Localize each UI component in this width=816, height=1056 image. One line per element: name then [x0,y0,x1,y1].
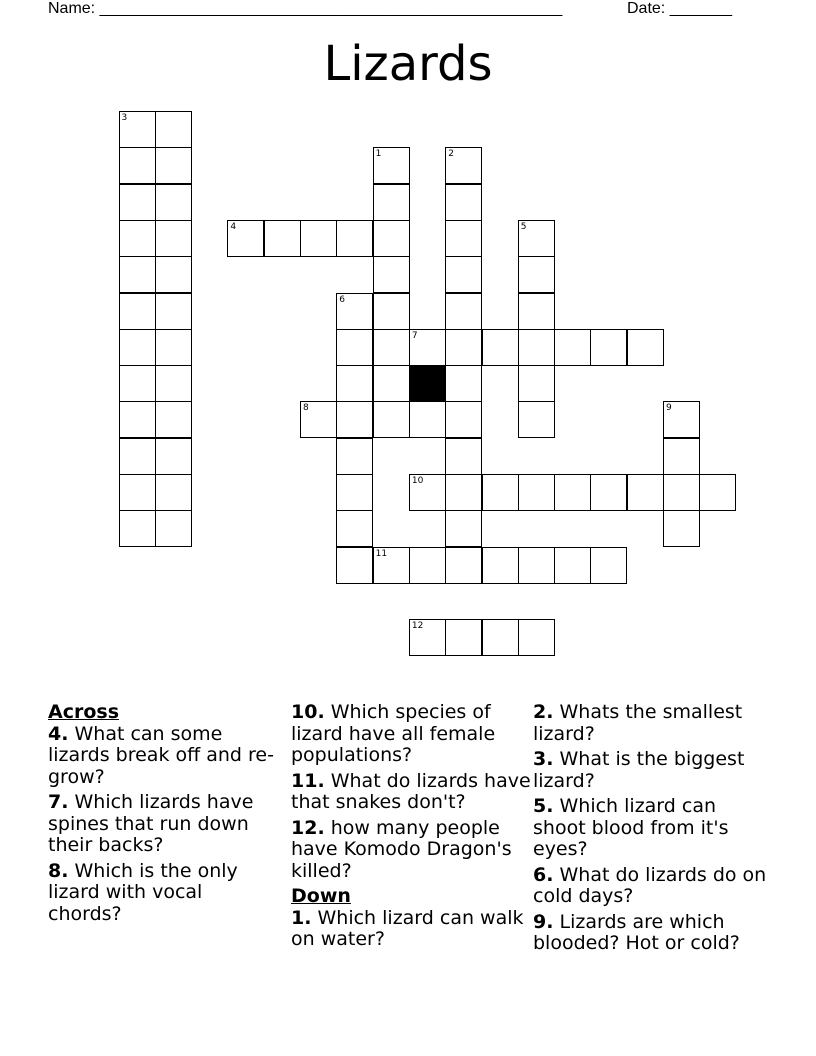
grid-cell[interactable] [336,510,373,547]
grid-cell[interactable] [445,365,482,402]
grid-cell[interactable] [300,401,337,438]
grid-cell[interactable] [373,220,410,257]
grid-cell[interactable] [663,401,700,438]
grid-cell[interactable] [445,510,482,547]
grid-cell[interactable] [155,184,192,221]
clue-down-3 [533,749,773,792]
grid-cell[interactable] [336,547,373,584]
clue-number: 7. [48,791,69,813]
grid-cell[interactable] [409,401,446,438]
grid-cell[interactable] [155,474,192,511]
grid-cell[interactable] [590,329,627,366]
page-title: Lizards [323,36,493,92]
clue-text: Which species of lizard have all female populations? [291,701,496,766]
grid-cell[interactable] [518,329,555,366]
grid-cell[interactable] [336,438,373,475]
clue-number: 1. [291,906,312,929]
cell-number: 1 [375,149,382,160]
grid-cell[interactable] [155,510,192,547]
grid-cell[interactable] [336,401,373,438]
clue-text: how many people have Komodo Dragon's killed? [291,816,512,882]
clue-text: What do lizards do on cold days? [533,863,767,907]
grid-cell[interactable] [518,256,555,293]
clues-column-3 [533,702,773,959]
grid-cell[interactable] [445,474,482,511]
grid-cell[interactable] [119,401,156,438]
clue-number: 6. [533,863,554,886]
clue-number: 5. [533,795,554,817]
grid-cell[interactable] [554,329,591,366]
grid-cell[interactable] [227,220,264,257]
cell-number: 4 [230,221,237,232]
grid-cell[interactable] [119,293,156,330]
grid-cell[interactable] [155,438,192,475]
grid-cell[interactable] [518,220,555,257]
clue-across-11 [291,771,531,814]
grid-cell[interactable] [590,547,627,584]
grid-cell[interactable] [445,147,482,184]
grid-cell[interactable] [119,184,156,221]
grid-cell[interactable] [445,438,482,475]
clues-column-1 [48,702,280,929]
grid-cell[interactable] [155,147,192,184]
cell-number: 6 [339,294,346,305]
grid-cell[interactable] [119,111,156,148]
grid-cell[interactable] [518,619,555,656]
grid-cell[interactable] [554,474,591,511]
cell-number: 7 [411,330,418,341]
clue-number: 11. [291,769,325,792]
cell-number: 11 [375,548,388,559]
grid-cell[interactable] [155,256,192,293]
grid-cell[interactable] [119,365,156,402]
blocked-cell [409,365,446,402]
grid-cell[interactable] [155,365,192,402]
clue-text: Lizards are which blooded? Hot or cold? [533,910,740,954]
clue-number: 9. [533,910,554,933]
grid-cell[interactable] [445,184,482,221]
clue-text: What can some lizards break off and re-grow? [48,722,274,788]
grid-cell[interactable] [699,474,736,511]
clue-number: 12. [291,816,325,839]
clue-number: 2. [533,701,554,723]
grid-cell[interactable] [445,256,482,293]
cell-number: 9 [666,403,672,414]
grid-cell[interactable] [119,220,156,257]
grid-cell[interactable] [663,438,700,475]
grid-cell[interactable] [627,329,664,366]
grid-cell[interactable] [119,329,156,366]
grid-cell[interactable] [155,111,192,148]
grid-cell[interactable] [336,220,373,257]
grid-cell[interactable] [482,547,519,584]
clue-text: What do lizards have that snakes don't? [291,769,531,813]
clue-down-2 [533,702,773,745]
grid-cell[interactable] [336,474,373,511]
name-field-label: Name: ____________________________________________________ [48,0,563,17]
grid-cell[interactable] [518,474,555,511]
clue-down-6 [533,865,773,908]
grid-cell[interactable] [373,365,410,402]
grid-cell[interactable] [518,401,555,438]
grid-cell[interactable] [590,474,627,511]
grid-cell[interactable] [445,401,482,438]
clue-number: 8. [48,859,69,882]
grid-cell[interactable] [518,547,555,584]
down-heading: Down [291,885,351,907]
grid-cell[interactable] [445,293,482,330]
clue-text: Which lizard can walk on water? [291,906,524,950]
clue-number: 3. [533,748,554,770]
grid-cell[interactable] [155,401,192,438]
grid-cell[interactable] [409,329,446,366]
clue-text: Which lizard can shoot blood from it's eyes? [533,795,729,860]
clue-number: 4. [48,722,69,745]
grid-cell[interactable] [119,147,156,184]
grid-cell[interactable] [373,401,410,438]
clue-text: Whats the smallest lizard? [533,701,743,745]
worksheet-header [0,0,816,20]
grid-cell[interactable] [373,147,410,184]
clue-across-8 [48,861,280,926]
grid-cell[interactable] [155,220,192,257]
clue-number: 10. [291,701,325,723]
grid-cell[interactable] [518,365,555,402]
clue-across-12 [291,818,531,883]
grid-cell[interactable] [482,329,519,366]
grid-cell[interactable] [300,220,337,257]
cell-number: 5 [520,221,527,232]
grid-cell[interactable] [627,474,664,511]
grid-cell[interactable] [373,547,410,584]
cell-number: 10 [411,476,424,486]
clue-down-5 [533,796,773,861]
clue-across-4 [48,724,280,789]
cell-number: 3 [121,113,128,123]
cell-number: 2 [448,149,454,160]
clue-text: Which lizards have spines that run down their backs? [48,791,254,856]
grid-cell[interactable] [409,474,446,511]
grid-cell[interactable] [119,256,156,293]
grid-cell[interactable] [663,474,700,511]
grid-cell[interactable] [409,619,446,656]
grid-cell[interactable] [336,329,373,366]
clue-down-9 [533,912,773,955]
grid-cell[interactable] [373,256,410,293]
grid-cell[interactable] [445,329,482,366]
grid-cell[interactable] [554,547,591,584]
cell-number: 8 [303,403,309,414]
grid-cell[interactable] [482,619,519,656]
grid-cell[interactable] [336,293,373,330]
clue-across-7 [48,792,280,857]
grid-cell[interactable] [482,474,519,511]
date-field-label: Date: _______ [627,0,732,17]
clue-across-10 [291,702,531,767]
grid-cell[interactable] [264,220,301,257]
grid-cell[interactable] [119,510,156,547]
grid-cell[interactable] [373,184,410,221]
grid-cell[interactable] [336,365,373,402]
across-heading: Across [48,701,120,723]
grid-cell[interactable] [119,438,156,475]
grid-cell[interactable] [445,547,482,584]
clue-down-1 [291,908,531,951]
grid-cell[interactable] [155,293,192,330]
grid-cell[interactable] [445,619,482,656]
grid-cell[interactable] [445,220,482,257]
clues-column-2 [291,702,531,955]
grid-cell[interactable] [409,547,446,584]
clue-text: What is the biggest lizard? [533,748,745,792]
grid-cell[interactable] [119,474,156,511]
grid-cell[interactable] [373,329,410,366]
cell-number: 12 [411,621,424,632]
grid-cell[interactable] [373,293,410,330]
clue-text: Which is the only lizard with vocal chords? [48,859,238,925]
grid-cell[interactable] [518,293,555,330]
grid-cell[interactable] [663,510,700,547]
grid-cell[interactable] [155,329,192,366]
